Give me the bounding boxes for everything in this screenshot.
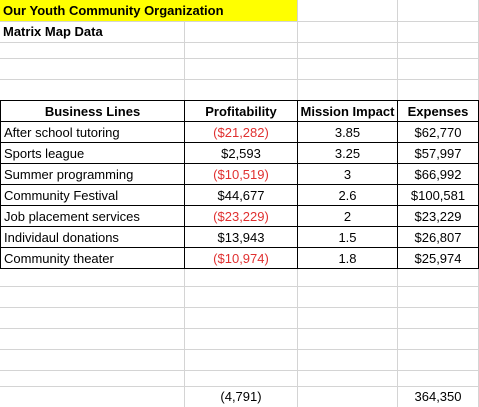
gridline [0, 79, 479, 80]
row-expenses-cell[interactable]: $57,997 [414, 146, 462, 161]
header-mission-impact: Mission Impact [300, 104, 395, 119]
row-expenses-cell[interactable]: $66,992 [414, 167, 462, 182]
row-name-cell[interactable]: Community Festival [4, 188, 119, 203]
gridline [0, 42, 479, 43]
row-profitability-cell[interactable]: ($23,229) [213, 209, 269, 224]
total-profitability-cell[interactable]: (4,791) [220, 389, 262, 404]
row-mission-impact-cell[interactable]: 3 [343, 167, 352, 182]
row-mission-impact-cell[interactable]: 1.8 [338, 251, 357, 266]
header-expenses: Expenses [407, 104, 469, 119]
row-mission-impact-cell[interactable]: 1.5 [338, 230, 357, 245]
header-business-lines: Business Lines [44, 104, 141, 119]
row-name-cell[interactable]: Job placement services [4, 209, 140, 224]
row-expenses-cell[interactable]: $62,770 [414, 125, 462, 140]
total-expenses-cell[interactable]: 364,350 [414, 389, 462, 404]
row-name-cell[interactable]: Individaul donations [4, 230, 119, 245]
gridline [0, 328, 479, 329]
row-profitability-cell[interactable]: $13,943 [217, 230, 265, 245]
gridline [0, 349, 479, 350]
row-profitability-cell[interactable]: ($21,282) [213, 125, 269, 140]
row-expenses-cell[interactable]: $26,807 [414, 230, 462, 245]
row-expenses-cell[interactable]: $23,229 [414, 209, 462, 224]
row-expenses-cell[interactable]: $100,581 [410, 188, 466, 203]
row-profitability-cell[interactable]: $44,677 [217, 188, 265, 203]
row-mission-impact-cell[interactable]: 3.25 [334, 146, 361, 161]
row-mission-impact-cell[interactable]: 2.6 [338, 188, 357, 203]
row-mission-impact-cell[interactable]: 3.85 [334, 125, 361, 140]
gridline [0, 370, 479, 371]
sheet-title: Our Youth Community Organization [3, 3, 224, 18]
row-name-cell[interactable]: Sports league [4, 146, 85, 161]
row-name-cell[interactable]: Summer programming [4, 167, 134, 182]
gridline [0, 286, 479, 287]
gridline [0, 307, 479, 308]
row-mission-impact-cell[interactable]: 2 [343, 209, 352, 224]
row-profitability-cell[interactable]: $2,593 [221, 146, 261, 161]
row-profitability-cell[interactable]: ($10,974) [213, 251, 269, 266]
sheet-subtitle: Matrix Map Data [3, 24, 103, 39]
gridline [0, 58, 479, 59]
header-profitability: Profitability [205, 104, 277, 119]
row-name-cell[interactable]: After school tutoring [4, 125, 120, 140]
row-expenses-cell[interactable]: $25,974 [414, 251, 462, 266]
row-profitability-cell[interactable]: ($10,519) [213, 167, 269, 182]
row-name-cell[interactable]: Community theater [4, 251, 114, 266]
